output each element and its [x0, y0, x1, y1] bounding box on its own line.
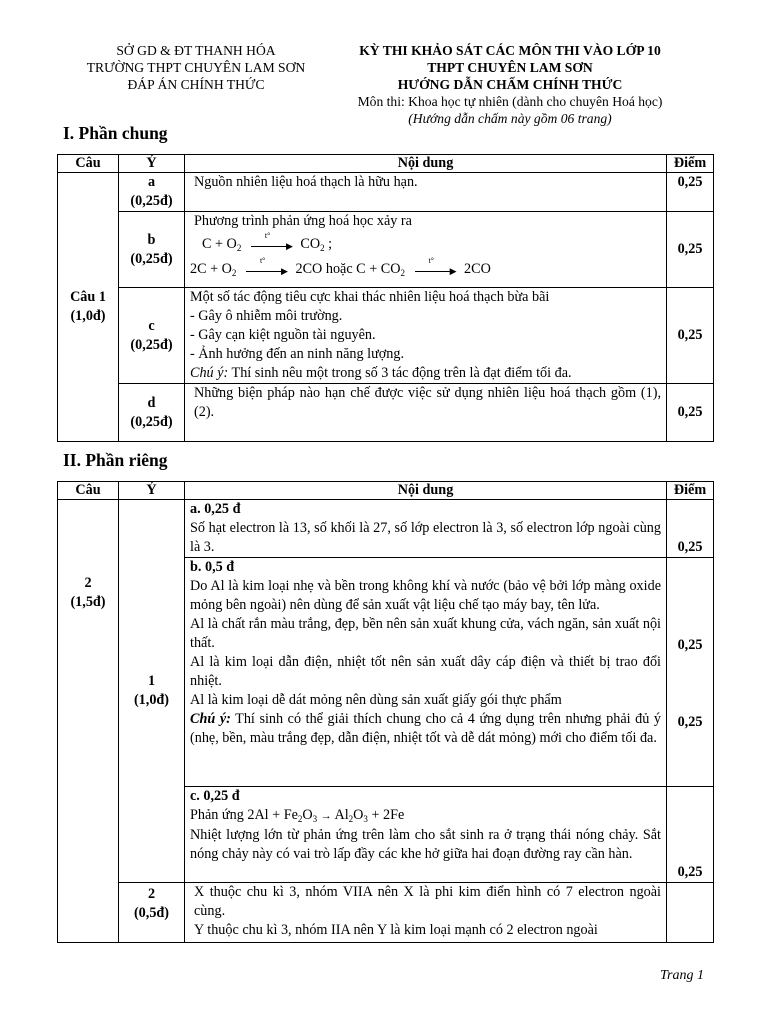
score-cell: 0,25: [667, 173, 714, 212]
y2-text-1: X thuộc chu kì 3, nhóm VIIA nên X là phi kim điển hình có 7 electron ngoài cùng.: [194, 884, 661, 919]
school-name: TRƯỜNG THPT CHUYÊN LAM SƠN: [86, 60, 306, 75]
page-number: Trang 1: [660, 968, 704, 983]
sub-question-cell: [119, 384, 185, 442]
section-1-title: I. Phần chung: [63, 123, 168, 143]
question-cell: [58, 173, 119, 442]
sub-question-cell: [119, 173, 185, 212]
part-b-para: Al là kim loại dễ dát mỏng nên dùng sản xuất giấy gói thực phẩm: [190, 692, 562, 708]
sub-points: (0,25đ): [130, 413, 173, 430]
sub-question-cell: [119, 883, 185, 943]
table-row: [58, 500, 714, 558]
sub-label: 1: [147, 673, 156, 689]
content-text: Những biện pháp nào hạn chế được việc sử dụng nhiên liệu hoá thạch gồm (1), (2).: [194, 385, 661, 420]
header-noi-dung: Nội dung: [185, 155, 667, 173]
table-row: [58, 288, 714, 384]
score-2: 0,25: [677, 714, 703, 730]
content-cell: [185, 173, 667, 212]
sub-points: (1,0đ): [133, 692, 170, 708]
exam-title: KỲ THI KHẢO SÁT CÁC MÔN THI VÀO LỚP 10: [359, 43, 661, 58]
content-line: - Gây cạn kiệt nguồn tài nguyên.: [190, 327, 376, 343]
sub-points: (0,25đ): [130, 336, 173, 353]
part-b-para: Al là chất rắn màu trắng, đẹp, bền nên sản xuất khung cửa, vách ngăn, sản xuất nội thất.: [190, 616, 661, 651]
score-1: 0,25: [677, 637, 703, 653]
question-points: (1,0đ): [70, 308, 106, 324]
question-label: Câu 1: [70, 289, 106, 305]
sub-points: (0,25đ): [130, 193, 173, 209]
header-diem: Điểm: [667, 482, 714, 500]
content-line: - Gây ô nhiễm môi trường.: [190, 308, 343, 324]
sub-points: (0,25đ): [130, 250, 173, 267]
section-2-title: II. Phần riêng: [63, 450, 168, 470]
score-cell: 0,25: [667, 384, 714, 442]
reaction-equation: Phản ứng $2Al + Fe_2O_3 \to Al_2O_3 + 2Fe$: [190, 807, 405, 824]
table-row: [58, 883, 714, 943]
score-cell: [667, 883, 714, 943]
table-row: [58, 212, 714, 288]
table-row: [58, 384, 714, 442]
official-answer-label: ĐÁP ÁN CHÍNH THỨC: [127, 77, 265, 92]
page-count-note: (Hướng dẫn chấm này gồm 06 trang): [408, 111, 612, 126]
score-cell: 0,25: [667, 212, 714, 288]
content-cell: [185, 288, 667, 384]
content-text: Nguồn nhiên liệu hoá thạch là hữu hạn.: [194, 174, 418, 190]
content-text: Phương trình phản ứng hoá học xảy ra: [194, 213, 412, 229]
equation-2: $2C + O_2$ t° ▶ 2CO hoặc $C + CO_2$ t° ▶ 2CO: [190, 255, 491, 278]
header-right: [300, 42, 720, 127]
sub-label: c: [148, 317, 155, 334]
sub-label: b: [147, 231, 156, 248]
question-points: (1,5đ): [70, 594, 106, 610]
content-cell: [185, 500, 667, 558]
part-c-text: Nhiệt lượng lớn từ phản ứng trên làm cho sắt sinh ra ở trạng thái nóng chảy. Sắt nóng chảy này có vai trò lấp đầy các khe hở giữa hai đoạn đường ray cần hàn.: [190, 827, 661, 862]
table-row: [58, 173, 714, 212]
exam-school: THPT CHUYÊN LAM SƠN: [427, 60, 593, 75]
note-line: Chú ý: Thí sinh có thể giải thích chung cho cả 4 ứng dụng trên nhưng phải đủ ý (nhẹ, bền, màu trắng đẹp, dẫn điện, nhiệt tốt và dễ dát mỏng) mới cho điểm tối đa.: [190, 711, 662, 746]
part-a-text: Số hạt electron là 13, số khối là 27, số lớp electron là 3, số electron lớp ngoài cùng là 3.: [190, 520, 661, 555]
score-cell: [667, 558, 714, 787]
content-line: - Ảnh hưởng đến an ninh năng lượng.: [190, 346, 405, 362]
y2-text-2: Y thuộc chu kì 3, nhóm IIA nên Y là kim loại mạnh có 2 electron ngoài: [194, 922, 598, 938]
sub-points: (0,5đ): [133, 905, 170, 921]
content-cell: [185, 384, 667, 442]
arrow-icon: →: [320, 810, 332, 822]
content-cell: [185, 883, 667, 943]
header-noi-dung: Nội dung: [185, 482, 667, 500]
table-header-row: [58, 482, 714, 500]
question-label: 2: [84, 575, 92, 591]
heat-arrow-icon: t° ▶: [246, 265, 286, 275]
sub-question-cell: [119, 500, 185, 883]
equation-1: $C + O_2$ t° ▶ $CO_2$ ;: [202, 230, 333, 253]
part-c-title: c. 0,25 đ: [190, 788, 240, 804]
content-cell: [185, 558, 667, 787]
header-cau: Câu: [58, 155, 119, 173]
content-line: Một số tác động tiêu cực khai thác nhiên liệu hoá thạch bừa bãi: [190, 289, 550, 305]
part-b-title: b. 0,5 đ: [190, 559, 235, 575]
content-cell: [185, 787, 667, 883]
heat-arrow-icon: t° ▶: [251, 240, 291, 250]
sub-question-cell: [119, 212, 185, 288]
score-cell: 0,25: [667, 500, 714, 558]
header-diem: Điểm: [667, 155, 714, 173]
section-2-table: [57, 481, 714, 943]
header-y: Ý: [119, 155, 185, 173]
heat-arrow-icon: t° ▶: [415, 265, 455, 275]
subject-line: Môn thi: Khoa học tự nhiên (dành cho chuyên Hoá học): [357, 94, 663, 109]
question-cell: [58, 500, 119, 943]
table-header-row: [58, 155, 714, 173]
grading-guide-title: HƯỚNG DẪN CHẤM CHÍNH THỨC: [397, 77, 623, 92]
sub-label: a: [147, 174, 156, 190]
note-line: Chú ý: Thí sinh nêu một trong số 3 tác động trên là đạt điểm tối đa.: [190, 365, 572, 381]
score-cell: 0,25: [667, 288, 714, 384]
part-b-para: Do Al là kim loại nhẹ và bền trong không khí và nước (bảo vệ bởi lớp màng oxide mỏng bên ngoài) nên dùng để sản xuất vật liệu chế tạo máy bay, tên lửa.: [190, 578, 661, 613]
part-b-para: Al là kim loại dẫn điện, nhiệt tốt nên sản xuất dây cáp điện và thiết bị trao đổi nhiệt.: [190, 654, 661, 689]
section-1-table: [57, 154, 714, 442]
content-cell: [185, 212, 667, 288]
header-y: Ý: [119, 482, 185, 500]
header-cau: Câu: [58, 482, 119, 500]
score-cell: 0,25: [667, 787, 714, 883]
department-name: SỞ GD & ĐT THANH HÓA: [116, 43, 276, 58]
sub-label: 2: [147, 886, 156, 902]
sub-question-cell: [119, 288, 185, 384]
sub-label: d: [147, 394, 156, 411]
part-a-title: a. 0,25 đ: [190, 501, 241, 517]
